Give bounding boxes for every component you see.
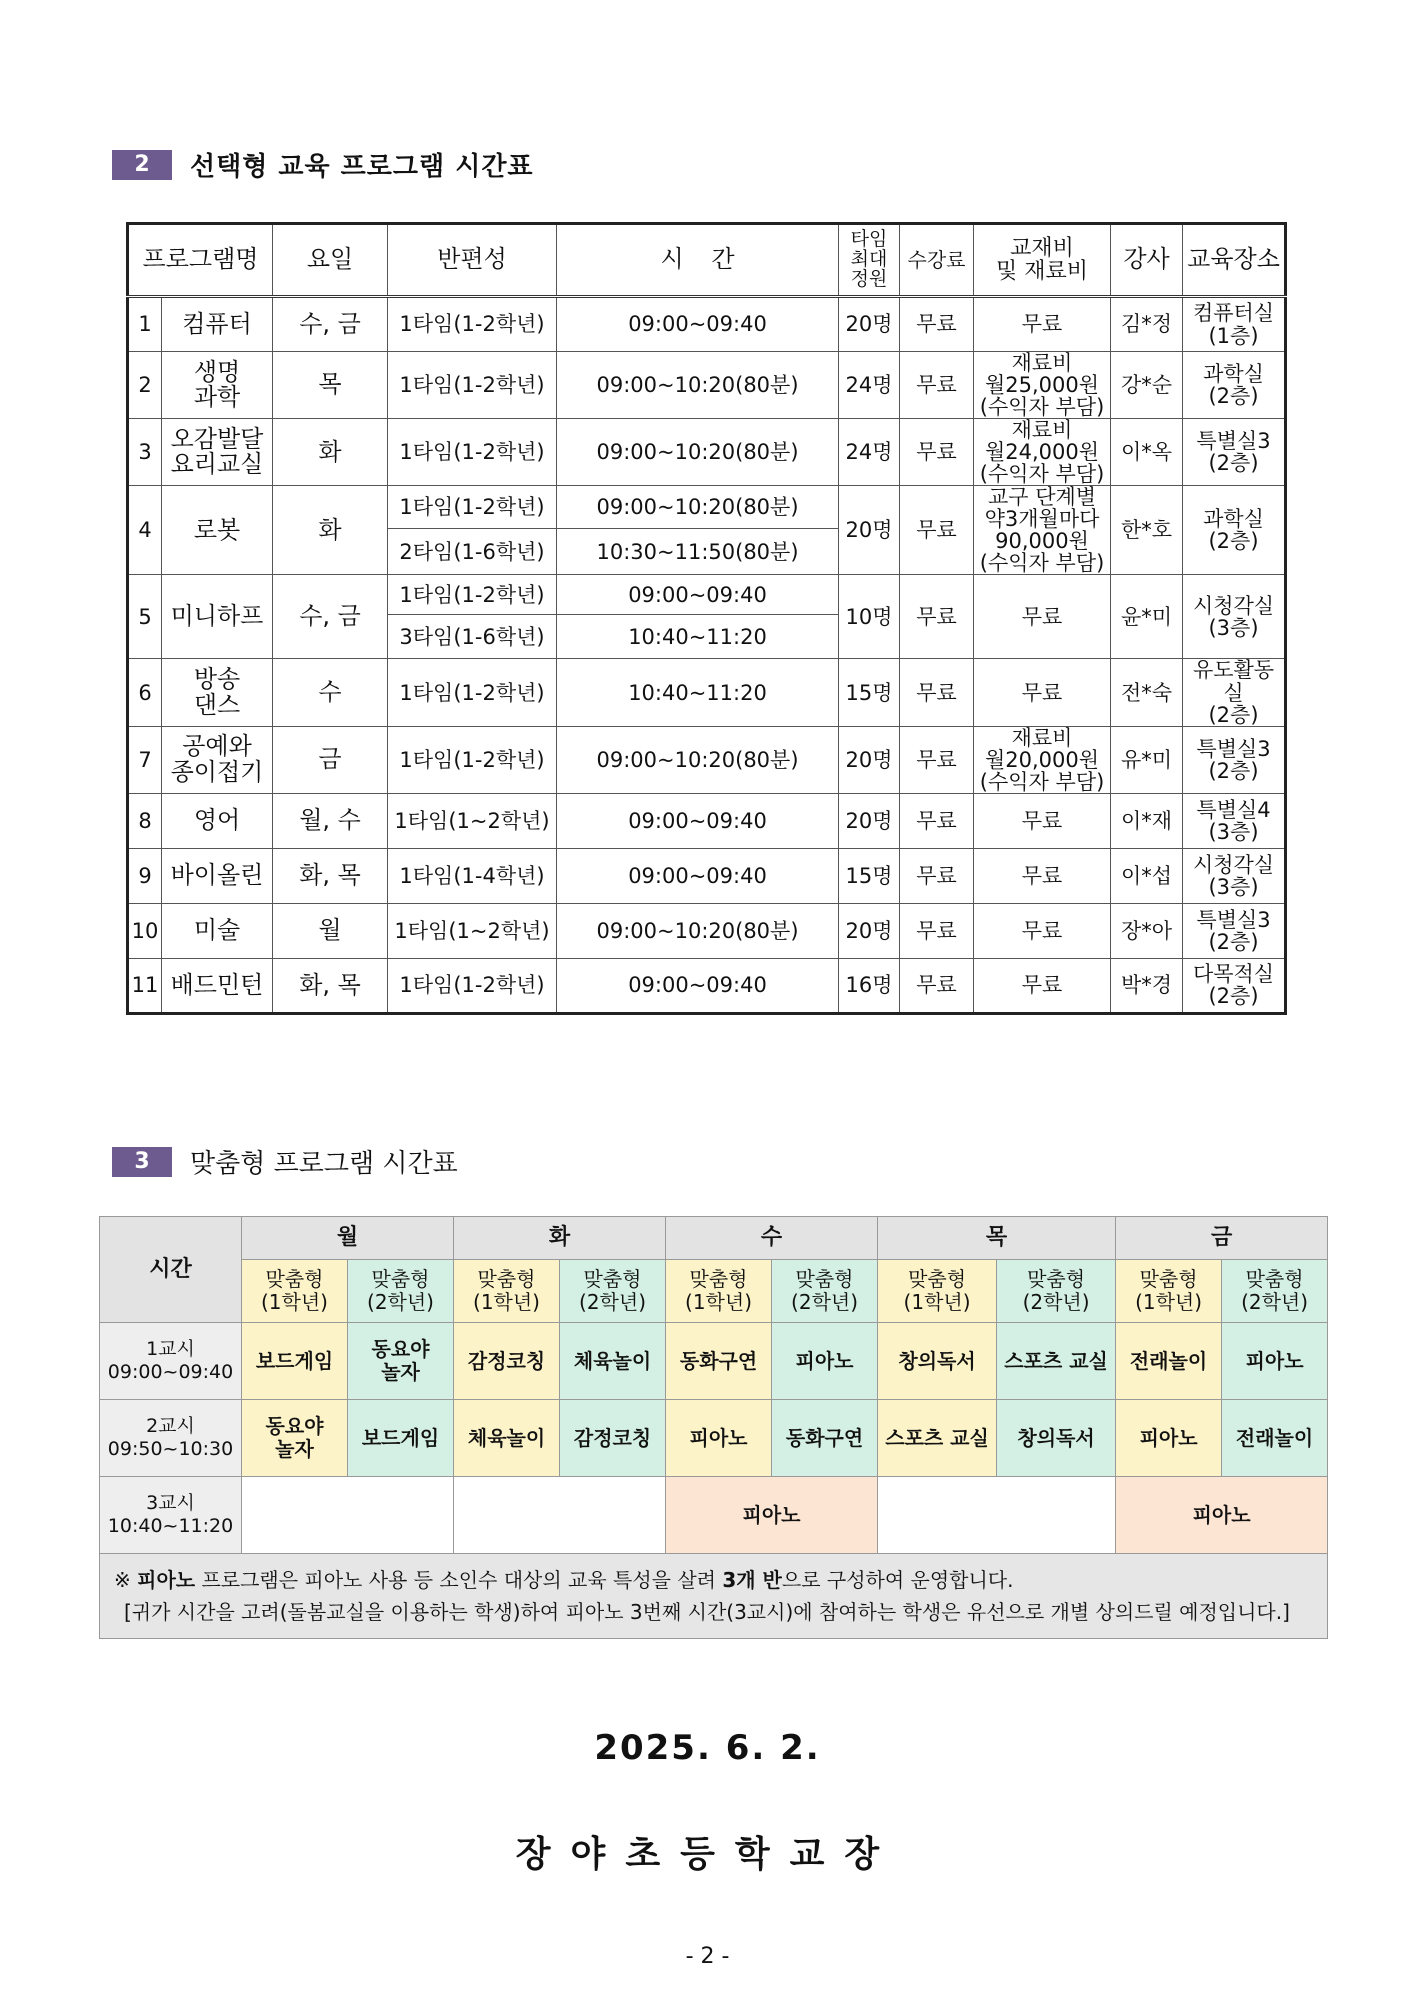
- program-name: 배드민턴: [162, 958, 273, 1013]
- section-number-badge: 2: [112, 150, 172, 180]
- program-place: 유도활동실 (2층): [1183, 659, 1286, 726]
- time-header: 시간: [100, 1217, 242, 1323]
- day-header: 수: [666, 1217, 878, 1260]
- program-name: 로봇: [162, 486, 273, 575]
- program-fee: 무료: [900, 958, 974, 1013]
- program-material-fee: 무료: [974, 297, 1111, 352]
- program-class: 1타임(1-2학년): [388, 297, 557, 352]
- table-header-row: [128, 224, 1286, 297]
- table-row: [128, 793, 1286, 848]
- table-row: [128, 726, 1286, 793]
- program-time: 09:00~10:20(80분): [557, 352, 839, 419]
- program-teacher: 이*섭: [1111, 848, 1183, 903]
- program-cell: 창의독서: [878, 1323, 997, 1400]
- program-cell: 스포츠 교실: [997, 1323, 1116, 1400]
- program-class: 1타임(1-2학년): [388, 726, 557, 793]
- note-emphasis: 3개 반: [722, 1568, 782, 1592]
- col-header-class: 반편성: [388, 224, 557, 297]
- program-name: 영어: [162, 793, 273, 848]
- program-cell: 전래놀이: [1116, 1323, 1222, 1400]
- program-fee: 무료: [900, 848, 974, 903]
- program-day: 수, 금: [273, 575, 388, 659]
- program-place: 과학실 (2층): [1183, 352, 1286, 419]
- program-capacity: 20명: [839, 486, 900, 575]
- grade-header: 맞춤형 (2학년): [772, 1260, 878, 1323]
- program-class: 1타임(1-2학년): [388, 419, 557, 486]
- table-row: [128, 848, 1286, 903]
- table-row: [128, 297, 1286, 352]
- program-place: 특별실3 (2층): [1183, 419, 1286, 486]
- program-name: 미술: [162, 903, 273, 958]
- program-time: 09:00~10:20(80분): [557, 726, 839, 793]
- grade-header: 맞춤형 (1학년): [242, 1260, 348, 1323]
- program-teacher: 김*정: [1111, 297, 1183, 352]
- program-day: 목: [273, 352, 388, 419]
- program-fee: 무료: [900, 793, 974, 848]
- program-name: 컴퓨터: [162, 297, 273, 352]
- program-day: 금: [273, 726, 388, 793]
- program-cell: 창의독서: [997, 1400, 1116, 1477]
- program-fee: 무료: [900, 419, 974, 486]
- program-teacher: 박*경: [1111, 958, 1183, 1013]
- col-header-name: 프로그램명: [128, 224, 273, 297]
- program-name: 생명 과학: [162, 352, 273, 419]
- section-2-heading: [112, 146, 534, 183]
- program-cell: 동화구연: [666, 1323, 772, 1400]
- program-cell: 체육놀이: [454, 1400, 560, 1477]
- note-text: 프로그램은 피아노 사용 등 소인수 대상의 교육 특성을 살려: [195, 1568, 723, 1592]
- grade-header: 맞춤형 (2학년): [560, 1260, 666, 1323]
- program-fee: 무료: [900, 297, 974, 352]
- col-header-time: 시 간: [557, 224, 839, 297]
- note-text: ※: [114, 1568, 138, 1592]
- table-row: [128, 958, 1286, 1013]
- program-fee: 무료: [900, 486, 974, 575]
- program-class: 3타임(1-6학년): [388, 615, 557, 659]
- row-number: 1: [128, 297, 162, 352]
- program-day: 화, 목: [273, 958, 388, 1013]
- program-cell: 스포츠 교실: [878, 1400, 997, 1477]
- program-fee: 무료: [900, 575, 974, 659]
- period-row: [100, 1477, 1328, 1554]
- program-material-fee: 무료: [974, 848, 1111, 903]
- program-cell: [242, 1477, 454, 1554]
- grade-header: 맞춤형 (2학년): [1222, 1260, 1328, 1323]
- school-principal-signature: 장야초등학교장: [515, 1834, 900, 1875]
- page-number: - 2 -: [685, 1944, 730, 1969]
- customized-program-table: [99, 1216, 1328, 1639]
- program-cell: 전래놀이: [1222, 1400, 1328, 1477]
- program-day: 화, 목: [273, 848, 388, 903]
- table-note: [100, 1554, 1328, 1639]
- grade-header: 맞춤형 (1학년): [666, 1260, 772, 1323]
- program-class: 1타임(1~2학년): [388, 903, 557, 958]
- grade-header: 맞춤형 (1학년): [1116, 1260, 1222, 1323]
- program-cell: 피아노: [666, 1400, 772, 1477]
- row-number: 5: [128, 575, 162, 659]
- row-number: 10: [128, 903, 162, 958]
- row-number: 9: [128, 848, 162, 903]
- table-row: [128, 486, 1286, 528]
- program-day: 화: [273, 419, 388, 486]
- program-cell: [878, 1477, 1116, 1554]
- program-class: 1타임(1-2학년): [388, 486, 557, 528]
- col-header-fee: 수강료: [900, 224, 974, 297]
- program-capacity: 20명: [839, 726, 900, 793]
- row-number: 8: [128, 793, 162, 848]
- program-capacity: 15명: [839, 848, 900, 903]
- note-text: 으로 구성하여 운영합니다.: [781, 1568, 1014, 1592]
- program-fee: 무료: [900, 726, 974, 793]
- program-material-fee: 재료비 월24,000원 (수익자 부담): [974, 419, 1111, 486]
- program-time: 09:00~09:40: [557, 848, 839, 903]
- program-cell: 피아노: [1116, 1477, 1328, 1554]
- program-place: 다목적실 (2층): [1183, 958, 1286, 1013]
- period-label: 1교시 09:00~09:40: [100, 1323, 242, 1400]
- program-material-fee: 무료: [974, 958, 1111, 1013]
- program-class: 1타임(1-4학년): [388, 848, 557, 903]
- program-day: 수, 금: [273, 297, 388, 352]
- program-time: 10:40~11:20: [557, 615, 839, 659]
- row-number: 2: [128, 352, 162, 419]
- section-title: 선택형 교육 프로그램 시간표: [190, 152, 534, 182]
- program-capacity: 15명: [839, 659, 900, 726]
- row-number: 7: [128, 726, 162, 793]
- program-cell: 감정코칭: [454, 1323, 560, 1400]
- period-label: 2교시 09:50~10:30: [100, 1400, 242, 1477]
- program-day: 수: [273, 659, 388, 726]
- col-header-place: 교육장소: [1183, 224, 1286, 297]
- program-material-fee: 무료: [974, 903, 1111, 958]
- program-time: 09:00~10:20(80분): [557, 486, 839, 528]
- program-cell: 체육놀이: [560, 1323, 666, 1400]
- grade-header: 맞춤형 (2학년): [348, 1260, 454, 1323]
- document-date: 2025. 6. 2.: [594, 1728, 821, 1768]
- grade-header: 맞춤형 (1학년): [878, 1260, 997, 1323]
- row-number: 4: [128, 486, 162, 575]
- program-cell: 보드게임: [242, 1323, 348, 1400]
- period-row: [100, 1323, 1328, 1400]
- program-fee: 무료: [900, 903, 974, 958]
- program-class: 1타임(1~2학년): [388, 793, 557, 848]
- program-teacher: 유*미: [1111, 726, 1183, 793]
- program-material-fee: 교구 단계별 약3개월마다 90,000원 (수익자 부담): [974, 486, 1111, 575]
- section-3-heading: [112, 1143, 458, 1180]
- program-cell: 피아노: [772, 1323, 878, 1400]
- program-capacity: 20명: [839, 903, 900, 958]
- program-time: 10:40~11:20: [557, 659, 839, 726]
- program-time: 09:00~09:40: [557, 958, 839, 1013]
- day-header-row: [100, 1217, 1328, 1260]
- program-place: 시청각실 (3층): [1183, 848, 1286, 903]
- note-line-1: [114, 1564, 1313, 1596]
- table-row: [128, 352, 1286, 419]
- program-cell: 동화구연: [772, 1400, 878, 1477]
- row-number: 6: [128, 659, 162, 726]
- note-row: [100, 1554, 1328, 1639]
- program-teacher: 장*아: [1111, 903, 1183, 958]
- day-header: 월: [242, 1217, 454, 1260]
- program-capacity: 24명: [839, 419, 900, 486]
- program-place: 시청각실 (3층): [1183, 575, 1286, 659]
- program-capacity: 16명: [839, 958, 900, 1013]
- section-number-badge: 3: [112, 1147, 172, 1177]
- program-cell: [454, 1477, 666, 1554]
- program-cell: 동요야 놀자: [242, 1400, 348, 1477]
- table-row: [128, 419, 1286, 486]
- program-teacher: 윤*미: [1111, 575, 1183, 659]
- program-place: 특별실3 (2층): [1183, 726, 1286, 793]
- program-capacity: 24명: [839, 352, 900, 419]
- program-day: 화: [273, 486, 388, 575]
- program-name: 오감발달 요리교실: [162, 419, 273, 486]
- program-day: 월: [273, 903, 388, 958]
- note-line-2: [귀가 시간을 고려(돌봄교실을 이용하는 학생)하여 피아노 3번째 시간(3교시)에 참여하는 학생은 유선으로 개별 상의드릴 예정입니다.]: [124, 1600, 1290, 1624]
- program-cell: 피아노: [1222, 1323, 1328, 1400]
- grade-header: 맞춤형 (1학년): [454, 1260, 560, 1323]
- program-capacity: 20명: [839, 793, 900, 848]
- table-row: [128, 659, 1286, 726]
- program-place: 특별실3 (2층): [1183, 903, 1286, 958]
- day-header: 화: [454, 1217, 666, 1260]
- grade-header-row: [100, 1260, 1328, 1323]
- col-header-material: 교재비 및 재료비: [974, 224, 1111, 297]
- program-time: 10:30~11:50(80분): [557, 528, 839, 575]
- col-header-capacity: 타임 최대 정원: [839, 224, 900, 297]
- col-header-day: 요일: [273, 224, 388, 297]
- program-material-fee: 재료비 월25,000원 (수익자 부담): [974, 352, 1111, 419]
- program-fee: 무료: [900, 352, 974, 419]
- program-class: 1타임(1-2학년): [388, 659, 557, 726]
- day-header: 목: [878, 1217, 1116, 1260]
- note-emphasis: 피아노: [137, 1568, 196, 1592]
- row-number: 11: [128, 958, 162, 1013]
- program-material-fee: 재료비 월20,000원 (수익자 부담): [974, 726, 1111, 793]
- program-place: 과학실 (2층): [1183, 486, 1286, 575]
- period-row: [100, 1400, 1328, 1477]
- program-place: 특별실4 (3층): [1183, 793, 1286, 848]
- program-capacity: 20명: [839, 297, 900, 352]
- program-time: 09:00~09:40: [557, 575, 839, 615]
- program-name: 공예와 종이접기: [162, 726, 273, 793]
- grade-header: 맞춤형 (2학년): [997, 1260, 1116, 1323]
- program-cell: 피아노: [1116, 1400, 1222, 1477]
- section-title: 맞춤형 프로그램 시간표: [190, 1149, 458, 1179]
- program-time: 09:00~10:20(80분): [557, 903, 839, 958]
- program-material-fee: 무료: [974, 575, 1111, 659]
- program-material-fee: 무료: [974, 659, 1111, 726]
- program-teacher: 한*호: [1111, 486, 1183, 575]
- program-time: 09:00~09:40: [557, 297, 839, 352]
- program-place: 컴퓨터실 (1층): [1183, 297, 1286, 352]
- program-teacher: 전*숙: [1111, 659, 1183, 726]
- row-number: 3: [128, 419, 162, 486]
- program-class: 1타임(1-2학년): [388, 575, 557, 615]
- program-time: 09:00~09:40: [557, 793, 839, 848]
- table-row: [128, 903, 1286, 958]
- program-material-fee: 무료: [974, 793, 1111, 848]
- program-cell: 동요야 놀자: [348, 1323, 454, 1400]
- program-name: 방송 댄스: [162, 659, 273, 726]
- program-teacher: 이*옥: [1111, 419, 1183, 486]
- program-day: 월, 수: [273, 793, 388, 848]
- program-teacher: 강*순: [1111, 352, 1183, 419]
- elective-program-table: [126, 222, 1287, 1015]
- program-fee: 무료: [900, 659, 974, 726]
- program-name: 미니하프: [162, 575, 273, 659]
- program-cell: 피아노: [666, 1477, 878, 1554]
- program-class: 1타임(1-2학년): [388, 352, 557, 419]
- program-class: 1타임(1-2학년): [388, 958, 557, 1013]
- program-time: 09:00~10:20(80분): [557, 419, 839, 486]
- program-class: 2타임(1-6학년): [388, 528, 557, 575]
- program-cell: 보드게임: [348, 1400, 454, 1477]
- period-label: 3교시 10:40~11:20: [100, 1477, 242, 1554]
- program-teacher: 이*재: [1111, 793, 1183, 848]
- program-capacity: 10명: [839, 575, 900, 659]
- table-row: [128, 575, 1286, 615]
- col-header-teacher: 강사: [1111, 224, 1183, 297]
- day-header: 금: [1116, 1217, 1328, 1260]
- program-name: 바이올린: [162, 848, 273, 903]
- program-cell: 감정코칭: [560, 1400, 666, 1477]
